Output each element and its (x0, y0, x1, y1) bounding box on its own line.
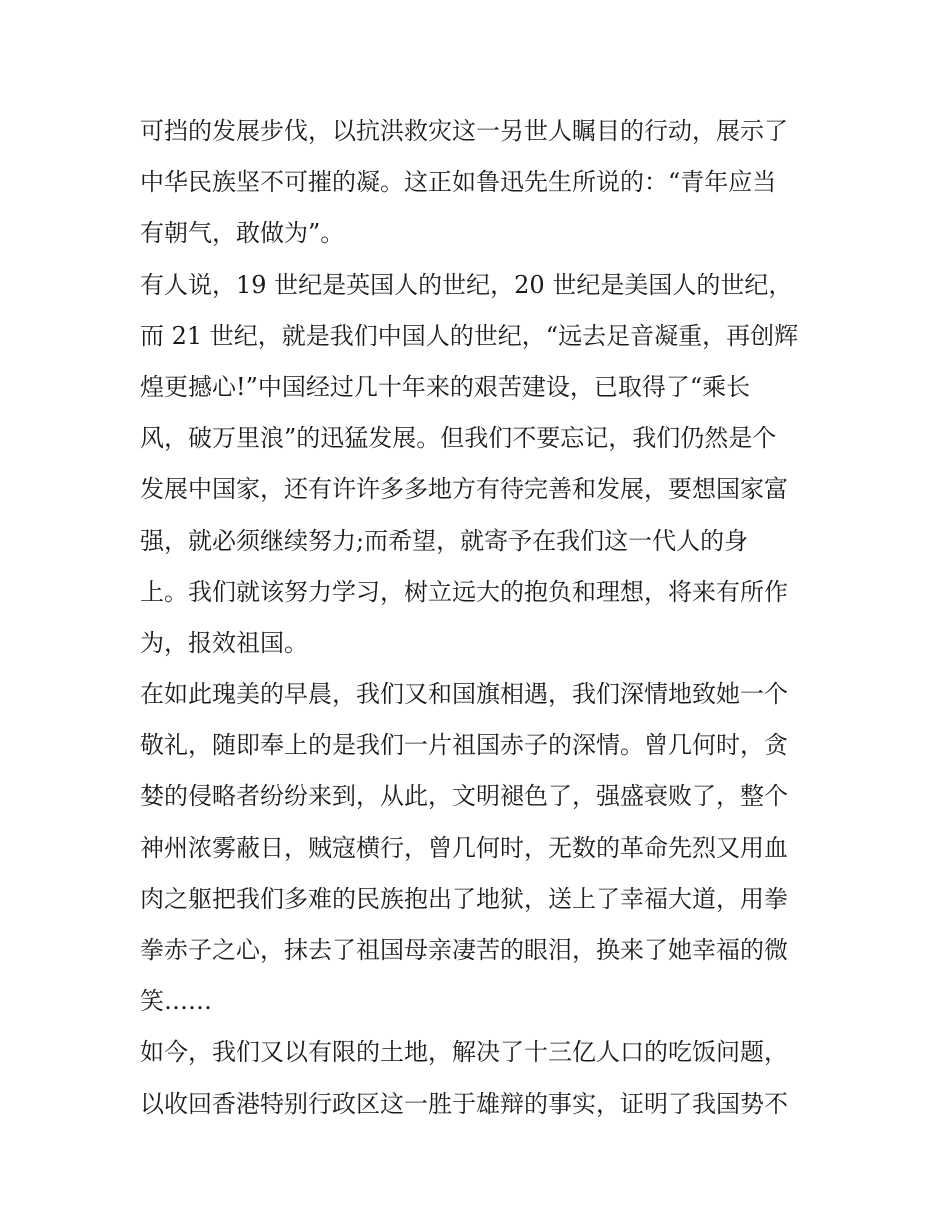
text-line: 如今，我们又以有限的土地，解决了十三亿人口的吃饭问题， (140, 1038, 788, 1067)
text-line: 肉之躯把我们多难的民族抱出了地狱，送上了幸福大道，用拳 (140, 884, 788, 913)
body-text (140, 106, 820, 1130)
text-line: 有人说，19 世纪是英国人的世纪，20 世纪是美国人的世纪， (140, 270, 793, 299)
text-line: 以收回香港特别行政区这一胜于雄辩的事实，证明了我国势不 (140, 1089, 788, 1118)
text-line: 为，报效祖国。 (140, 628, 308, 657)
text-line: 上。我们就该努力学习，树立远大的抱负和理想，将来有所作 (140, 577, 788, 606)
text-line: 在如此瑰美的早晨，我们又和国旗相遇，我们深情地致她一个 (140, 680, 788, 709)
text-line: 拳赤子之心，抹去了祖国母亲凄苦的眼泪，换来了她幸福的微 (140, 936, 788, 964)
text-line: 婪的侵略者纷纷来到，从此，文明褪色了，强盛衰败了，整个 (140, 782, 788, 811)
text-line: 中华民族坚不可摧的凝。这正如鲁迅先生所说的：“青年应当 (140, 168, 777, 197)
text-line: 有朝气，敢做为”。 (140, 219, 345, 248)
text-line: 而 21 世纪，就是我们中国人的世纪，“远去足音凝重，再创辉 (140, 321, 799, 350)
text-line: 风，破万里浪”的迅猛发展。但我们不要忘记，我们仍然是个 (140, 424, 777, 453)
text-line: 神州浓雾蔽日，贼寇横行，曾几何时，无数的革命先烈又用血 (140, 833, 788, 862)
text-line: 敬礼，随即奉上的是我们一片祖国赤子的深情。曾几何时，贪 (140, 731, 788, 760)
text-line: 笑…… (140, 987, 212, 1016)
text-line: 强，就必须继续努力;而希望，就寄予在我们这一代人的身 (140, 526, 749, 555)
text-line: 可挡的发展步伐，以抗洪救灾这一另世人瞩目的行动，展示了 (140, 117, 788, 145)
text-line: 煌更撼心!”中国经过几十年来的艰苦建设，已取得了“乘长 (140, 372, 751, 401)
text-line: 发展中国家，还有许许多多地方有待完善和发展，要想国家富 (140, 475, 788, 504)
